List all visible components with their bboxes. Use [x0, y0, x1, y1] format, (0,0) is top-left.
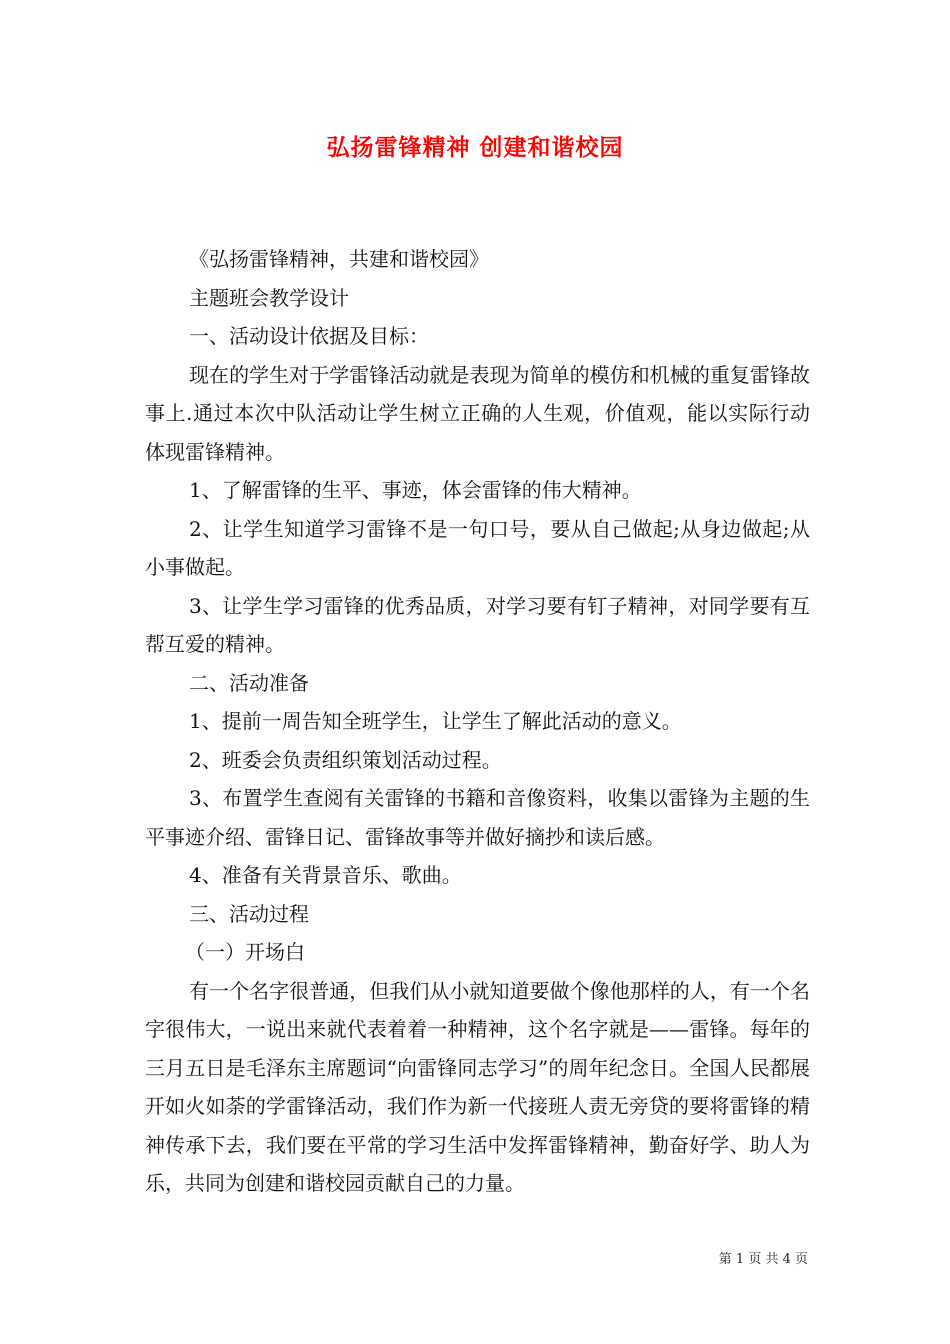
preparation-item-3: 3、布置学生查阅有关雷锋的书籍和音像资料，收集以雷锋为主题的生平事迹介绍、雷锋日记、雷锋故事等并做好摘抄和读后感。 — [145, 786, 810, 849]
section-heading-objectives: 一、活动设计依据及目标： — [189, 324, 429, 348]
objective-item-2: 2、让学生知道学习雷锋不是一句口号，要从自己做起;从身边做起;从小事做起。 — [145, 516, 810, 579]
subsection-heading-opening: （一）开场白 — [185, 940, 305, 964]
document-body — [145, 240, 810, 1203]
paragraph-opening-remarks: 有一个名字很普通，但我们从小就知道要做个像他那样的人，有一个名字很伟大，一说出来就代表着着一种精神，这个名字就是——雷锋。每年的三月五日是毛泽东主席题词“向雷锋同志学习”的周年纪念日。全国人民都展开如火如荼的学雷锋活动，我们作为新一代接班人责无旁贷的要将雷锋的精神传承下去，我们要在平常的学习生活中发挥雷锋精神，勤奋好学、助人为乐，共同为创建和谐校园贡献自己的力量。 — [145, 978, 810, 1195]
objective-item-3: 3、让学生学习雷锋的优秀品质，对学习要有钉子精神，对同学要有互帮互爱的精神。 — [145, 593, 810, 656]
preparation-item-4: 4、准备有关背景音乐、歌曲。 — [189, 863, 462, 887]
section-heading-process: 三、活动过程 — [189, 901, 309, 926]
preparation-item-1: 1、提前一周告知全班学生，让学生了解此活动的意义。 — [189, 709, 682, 733]
paragraph-subtitle: 主题班会教学设计 — [189, 285, 349, 310]
section-heading-preparation: 二、活动准备 — [189, 670, 309, 695]
objective-item-1: 1、了解雷锋的生平、事迹，体会雷锋的伟大精神。 — [189, 478, 642, 502]
page-number-footer: 第 1 页 共 4 页 — [718, 1252, 808, 1267]
preparation-item-2: 2、班委会负责组织策划活动过程。 — [189, 747, 502, 772]
paragraph-book-title: 《弘扬雷锋精神，共建和谐校园》 — [189, 247, 489, 271]
document-title: 弘扬雷锋精神 创建和谐校园 — [326, 134, 624, 161]
paragraph-objectives-intro: 现在的学生对于学雷锋活动就是表现为简单的模仿和机械的重复雷锋故事上.通过本次中队活动让学生树立正确的人生观，价值观，能以实际行动体现雷锋精神。 — [145, 362, 810, 464]
